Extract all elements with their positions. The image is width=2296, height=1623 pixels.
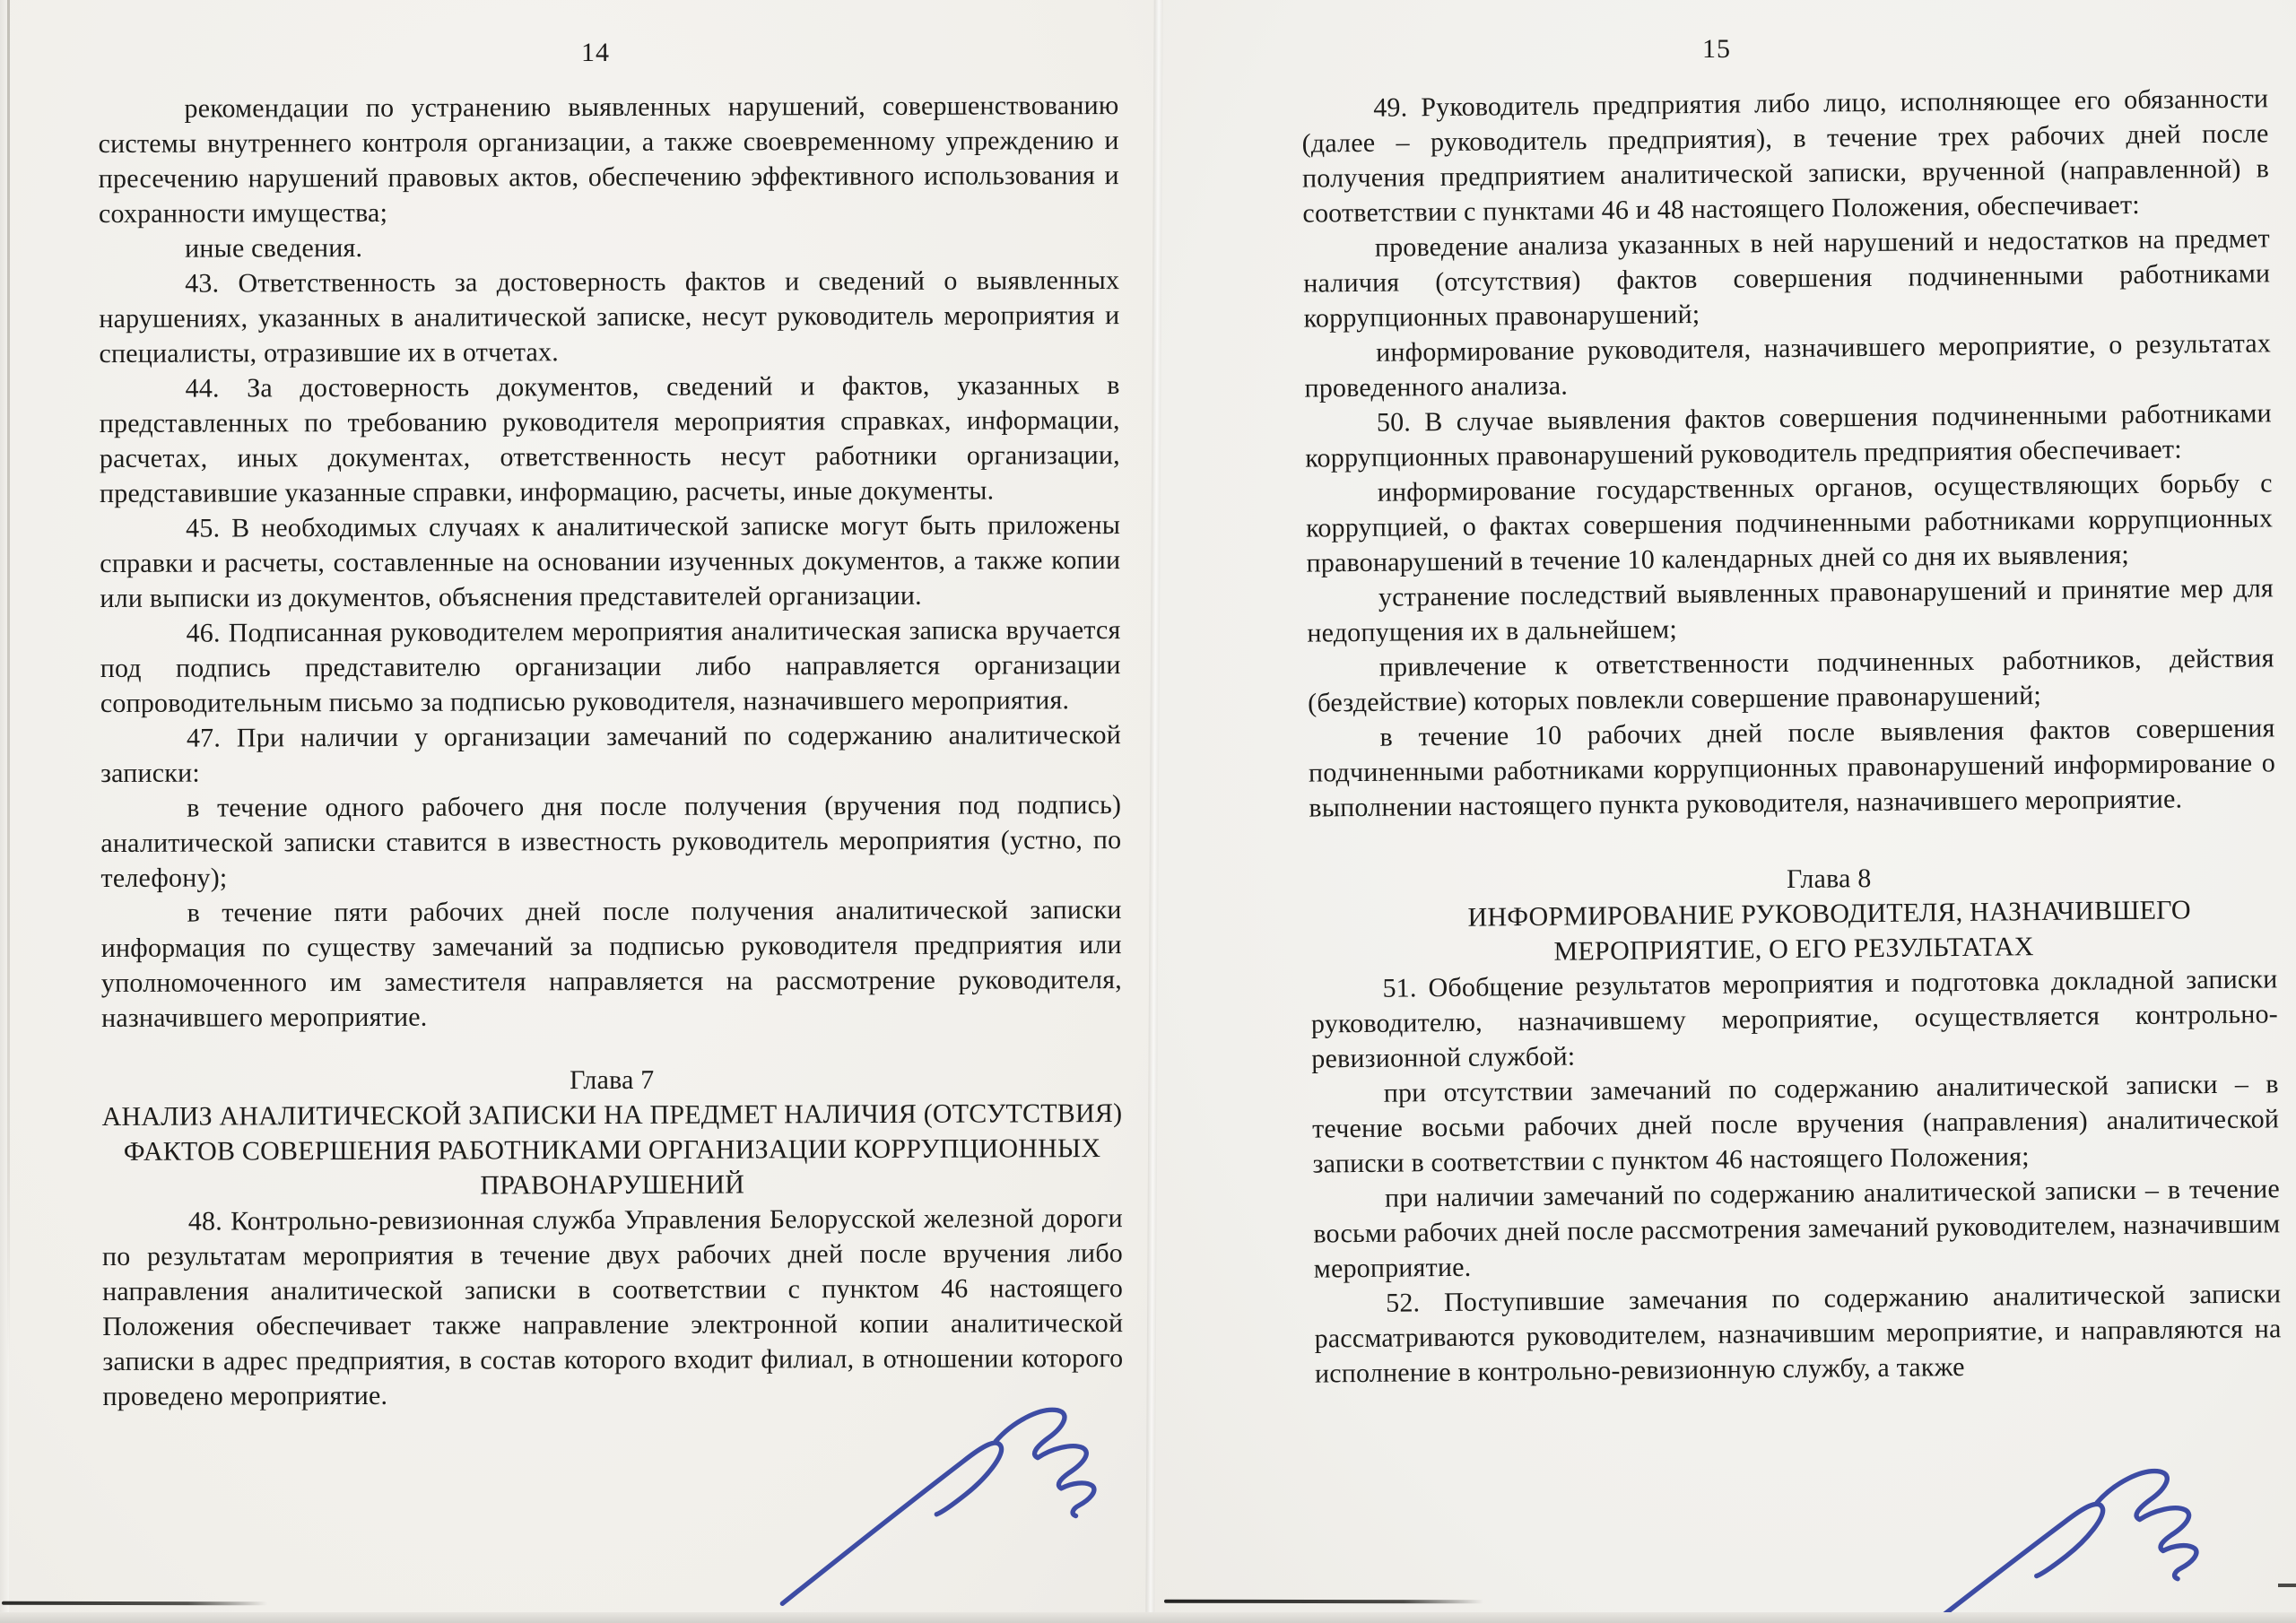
page-15 — [1153, 0, 2296, 1623]
paragraph: 48. Контрольно-ревизионная служба Управления Белорусской железной дороги по результатам мероприятия в течение двух рабочих дней после вручения либо направления аналитической записки в соответствии с пунктом 46 настоящего Положения обеспечивает также направление электронной копии аналитической записки в адрес предприятия, в состав которого входит филиал, в отношении которого проведено мероприятие. — [101, 1203, 1124, 1411]
page-14-content — [98, 88, 1123, 1414]
chapter-label: Глава 7 — [570, 1064, 655, 1096]
paragraph: устранение последствий выявленных правонарушений и принятие мер для недопущения их в дальнейшем; — [1307, 573, 2274, 648]
scan-artifact-bottom-edge — [0, 1612, 2296, 1623]
scan-artifact-line — [2278, 1584, 2296, 1587]
page-number: 14 — [581, 38, 610, 67]
chapter-label: Глава 8 — [1786, 864, 1872, 895]
scan-artifact-line — [1164, 1600, 1483, 1604]
paragraph: иные сведения. — [184, 232, 363, 264]
paragraph: 43. Ответственность за достоверность фактов и сведений о выявленных нарушениях, указанных в аналитической записке, несут руководитель мероприятия и специалисты, отразившие их в отчетах. — [99, 265, 1120, 369]
paragraph: 50. В случае выявления фактов совершения подчиненными работниками коррупционных правонарушений руководитель предприятия обеспечивает: — [1305, 398, 2273, 473]
paragraph: при отсутствии замечаний по содержанию аналитической записки – в течение восьми рабочих дней после вручения (направления) аналитической записки в соответствии с пунктом 46 настоящего Положения; — [1311, 1069, 2280, 1179]
paragraph: в течение пяти рабочих дней после получения аналитической записки информация по существу замечаний за подписью руководителя предприятия или уполномоченного им заместителя направляется на рассмотрение руководителя, назначившего мероприятие. — [100, 895, 1122, 1033]
paragraph: 47. При наличии у организации замечаний по содержанию аналитической записки: — [100, 720, 1121, 788]
paragraph: в течение одного рабочего дня после получения (вручения под подпись) аналитической записки ставится в известность руководитель мероприятия (устно, по телефону); — [100, 790, 1122, 893]
chapter-heading: АНАЛИЗ АНАЛИТИЧЕСКОЙ ЗАПИСКИ НА ПРЕДМЕТ НАЛИЧИЯ (ОТСУТСТВИЯ) ФАКТОВ СОВЕРШЕНИЯ РАБОТНИКАМИ ОРГАНИЗАЦИИ КОРРУПЦИОННЫХ ПРАВОНАРУШЕНИЙ — [101, 1098, 1123, 1201]
scan-artifact-edge-line — [7, 0, 10, 1363]
paragraph: проведение анализа указанных в ней нарушений и недостатков на предмет наличия (отсутствия) фактов совершения подчиненными работниками коррупционных правонарушений; — [1303, 223, 2271, 334]
page-15-content — [1301, 81, 2282, 1391]
paragraph: 44. За достоверность документов, сведений и фактов, указанных в представленных по требованию руководителя мероприятия справках, информации, расчетах, иных документах, ответственность несут работники организации, представившие указанные справки, информацию, расчеты, иные документы. — [99, 370, 1120, 508]
paragraph: 51. Обобщение результатов мероприятия и подготовка докладной записки руководителю, назначившему мероприятие, осуществляется контрольно-ревизионной службой: — [1310, 964, 2279, 1074]
paragraph: рекомендации по устранению выявленных нарушений, совершенствованию системы внутреннего контроля организации, а также своевременному упреждению и пресечению нарушений правовых актов, обеспечению эффективного использования и сохранности имущества; — [98, 91, 1119, 229]
paragraph: 46. Подписанная руководителем мероприятия аналитическая записка вручается под подпись представителю организации либо направляется организации сопроводительным письмо за подписью руководителя, назначившего мероприятия. — [100, 615, 1121, 718]
scan-artifact-line — [2, 1601, 267, 1606]
paragraph: 49. Руководитель предприятия либо лицо, исполняющее его обязанности (далее – руководитель предприятия), в течение трех рабочих дней после получения предприятием аналитической записки, врученной (направленной) в соответствии с пунктами 46 и 48 настоящего Положения, обеспечивает: — [1301, 83, 2270, 229]
paragraph: при наличии замечаний по содержанию аналитической записки – в течение восьми рабочих дней после рассмотрения замечаний руководителем, назначившим мероприятие. — [1313, 1174, 2281, 1284]
chapter-heading: ИНФОРМИРОВАНИЕ РУКОВОДИТЕЛЯ, НАЗНАЧИВШЕГО МЕРОПРИЯТИЕ, О ЕГО РЕЗУЛЬТАТАХ — [1467, 895, 2192, 967]
paragraph: привлечение к ответственности подчиненных работников, действия (бездействие) которых повлекли совершение правонарушений; — [1308, 643, 2274, 718]
paragraph: информирование руководителя, назначившего мероприятие, о результатах проведенного анализа. — [1304, 328, 2272, 404]
paragraph: 45. В необходимых случаях к аналитической записке могут быть приложены справки и расчеты, составленные на основании изученных документов, а также копии или выписки из документов, объяснения представителей организации. — [100, 510, 1121, 613]
paragraph: 52. Поступившие замечания по содержанию аналитической записки рассматриваются руководителем, назначившим мероприятие, и направляются на исполнение в контрольно-ревизионную службу, а также — [1314, 1279, 2282, 1389]
paragraph: в течение 10 рабочих дней после выявления фактов совершения подчиненными работниками коррупционных правонарушений информирование о выполнении настоящего пункта руководителя, назначившего мероприятие. — [1308, 713, 2276, 823]
paragraph: информирование государственных органов, осуществляющих борьбу с коррупцией, о фактах совершения подчиненными работниками коррупционных правонарушений в течение 10 календарных дней со дня их выявления; — [1305, 468, 2274, 578]
page-number: 15 — [1702, 34, 1731, 64]
